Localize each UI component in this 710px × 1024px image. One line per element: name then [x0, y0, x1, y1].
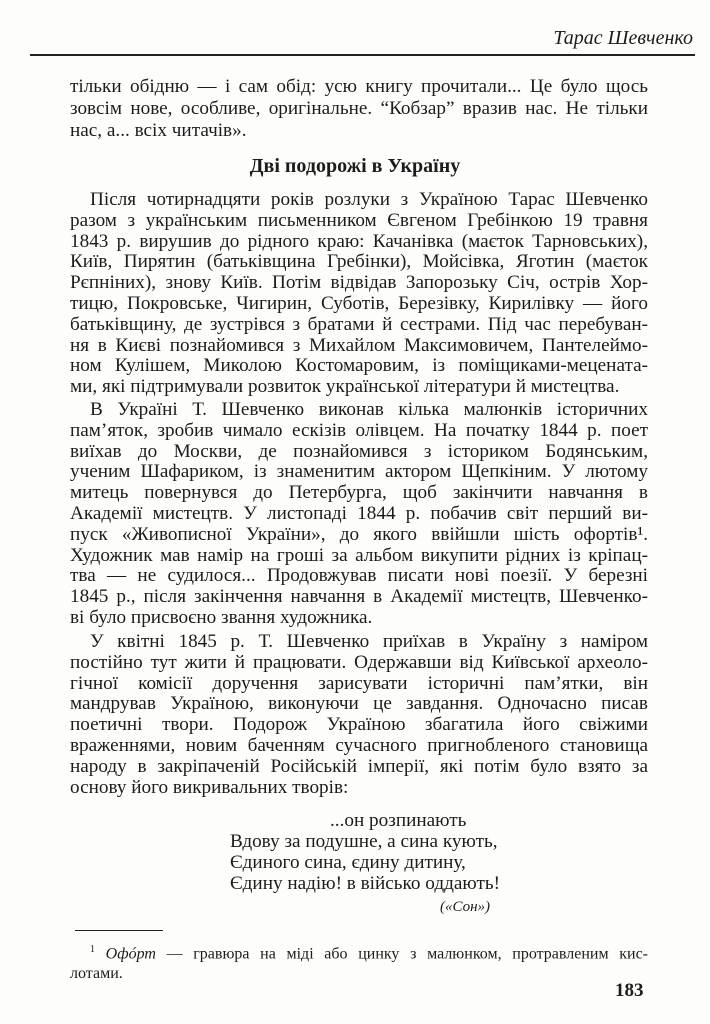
- text-line: ня в Києві познайомився з Михайлом Максимовичем, Пантелеймо-: [70, 334, 648, 356]
- poem-line: Вдову за подушне, а сина кують,: [230, 831, 498, 852]
- paragraph-2: [70, 400, 648, 629]
- text-line: 1843 р. вирушив до рідного краю: Качанівка (маєток Тарновських),: [70, 230, 648, 252]
- text-line: ном Кулішем, Миколою Костомаровим, із поміщиками-мецената-: [70, 355, 648, 377]
- paragraph-3: [70, 632, 648, 798]
- text-line: ученим Шафариком, із знаменитим актором Щепкіним. У лютому: [70, 461, 648, 483]
- text-line: виїхав до Москви, де познайомився з істориком Бодянським,: [70, 440, 648, 462]
- header-rule: [30, 54, 695, 56]
- text-line: зовсім нове, особливе, оригінальне. “Кобзар” вразив нас. Не тільки: [70, 98, 648, 119]
- footnote-rule: [75, 930, 163, 931]
- text-line: ві було присвоєно звання художника.: [70, 606, 373, 628]
- text-line: тільки обідню — і сам обід: усю книгу прочитали... Це було щось: [70, 76, 648, 97]
- footnote: [70, 940, 648, 984]
- running-header: Тарас Шевченко: [553, 27, 693, 49]
- text-line: батьківщину, де зустрівся з братами й сестрами. Під час перебуван-: [70, 313, 648, 335]
- text-line: 1845 р., після закінчення навчання в Академії мистецтв, Шевченко-: [70, 586, 648, 608]
- text-line: разом з українським письменником Євгеном Гребінкою 19 травня: [70, 209, 648, 231]
- text-line: Рєпніних), знову Київ. Потім відвідав Запорозьку Січ, острів Хор-: [70, 272, 648, 294]
- text-line: Після чотирнадцяти років розлуки з Україною Тарас Шевченко: [90, 189, 648, 210]
- intro-text: [70, 76, 648, 142]
- text-line: ми, які підтримували розвиток української літератури й мистецтва.: [70, 376, 620, 398]
- poem-line: ...он розпинають: [330, 810, 467, 831]
- page-number: 183: [615, 980, 644, 1001]
- footnote-text: — гравюра на міді або цинку з малюнком, протравленим кис-: [155, 945, 648, 963]
- text-line: Київ, Пирятин (батьківщина Гребінки), Мойсівка, Яготин (маєток: [70, 251, 648, 273]
- text-line: основу його викривальних творів:: [70, 776, 349, 798]
- text-line: пуск «Живописної України», до якого ввійшли шість офортів¹.: [70, 523, 648, 545]
- footnote-marker: 1: [90, 944, 95, 955]
- text-line: Академії мистецтв. У листопаді 1844 р. побачив світ перший ви-: [70, 502, 648, 524]
- footnote-term: Офóрт: [105, 945, 156, 963]
- text-line: гічної комісії доручення зарисувати історичні пам’ятки, він: [70, 672, 648, 694]
- text-line: постійно тут жити й працювати. Одержавши від Київської археоло-: [70, 651, 648, 673]
- text-line: враженнями, новим баченням сучасного пригнобленого становища: [70, 734, 648, 756]
- poem-line: Єдину надію! в військо оддають!: [230, 873, 500, 894]
- text-line: мандрував Україною, виконуючи це завдання. Одночасно писав: [70, 693, 648, 715]
- poem-line: Єдиного сина, єдину дитину,: [230, 852, 466, 873]
- section-title: Дві подорожі в Україну: [249, 155, 461, 177]
- poem-source: («Сон»): [440, 899, 491, 915]
- text-line: митець повернувся до Петербурга, щоб закінчити навчання в: [70, 482, 648, 504]
- text-line: нас, а... всіх читачів».: [70, 120, 247, 141]
- text-line: поетичні твори. Подорож Україною збагатила його свіжими: [70, 714, 648, 736]
- text-line: тицю, Покровське, Чигирин, Суботів, Березівку, Кирилівку — його: [70, 292, 648, 314]
- poem-quote: [230, 810, 500, 894]
- text-line: В Україні Т. Шевченко виконав кілька малюнків історичних: [90, 399, 648, 420]
- text-line: У квітні 1845 р. Т. Шевченко приїхав в Україну з наміром: [90, 631, 648, 652]
- text-line: народу в закріпаченій Російській імперії, які потім було взято за: [70, 755, 648, 777]
- footnote-text-cont: лотами.: [70, 965, 123, 983]
- text-line: пам’яток, зробив чимало ескізів олівцем. На початку 1844 р. поет: [70, 419, 648, 441]
- text-line: Художник мав намір на гроші за альбом викупити рідних із кріпац-: [70, 544, 648, 566]
- paragraph-1: [70, 190, 648, 398]
- text-line: тва — не судилося... Продовжував писати нові поезії. У березні: [70, 565, 648, 587]
